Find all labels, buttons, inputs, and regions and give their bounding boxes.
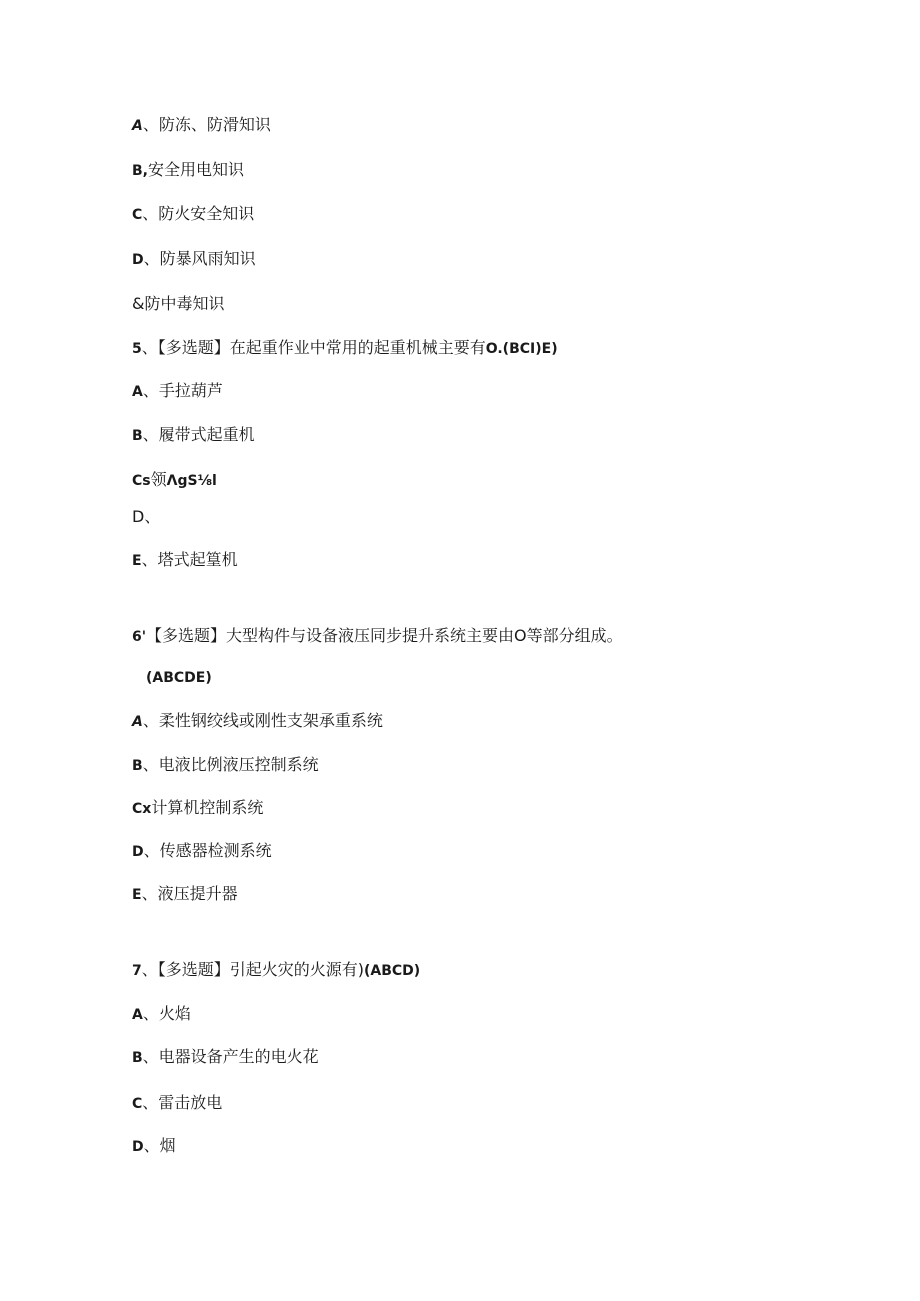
- option-label: E: [132, 887, 142, 903]
- option-text: 、传感器检测系统: [143, 841, 272, 860]
- option-label: E: [132, 553, 142, 569]
- option-b-line: [132, 1047, 319, 1068]
- option-d-line: [132, 249, 256, 270]
- option-label: B,: [132, 163, 148, 179]
- question-6: [132, 626, 623, 647]
- option-label: &: [132, 294, 145, 313]
- option-label: C: [132, 207, 143, 223]
- option-d-line: [132, 841, 272, 862]
- garbled-text: ΛgS⅛l: [166, 473, 217, 489]
- option-label: D: [132, 252, 144, 268]
- option-text: 、雷击放电: [142, 1093, 223, 1112]
- option-e-line: [132, 550, 238, 571]
- option-text: 、烟: [143, 1136, 176, 1155]
- question-answer: (ABCD): [364, 963, 421, 979]
- option-text: 、电器设备产生的电火花: [142, 1047, 319, 1066]
- option-c-line: [132, 204, 254, 225]
- option-text: 、液压提升器: [141, 884, 238, 903]
- option-text: 、柔性钢绞线或刚性支架承重系统: [142, 711, 383, 730]
- option-a-line: [132, 381, 223, 402]
- question-answer: O.(BCI)E): [485, 341, 558, 357]
- question-number: 5: [132, 341, 142, 357]
- question-text: 【多选题】大型构件与设备液压同步提升系统主要由O等部分组成。: [146, 626, 623, 645]
- option-d-line: [132, 507, 160, 527]
- option-a-line: [132, 115, 271, 136]
- option-label: Cx: [132, 801, 152, 817]
- question-6-answer: [146, 667, 212, 688]
- option-text: 、火焰: [142, 1004, 191, 1023]
- option-c-line: [132, 1093, 222, 1114]
- option-label: Cs: [132, 473, 151, 489]
- question-text: 、【多选题】在起重作业中常用的起重机械主要有: [141, 338, 486, 357]
- option-a-line: [132, 711, 383, 732]
- option-c-line: [132, 798, 263, 819]
- option-b-line: [132, 755, 319, 776]
- option-text: 、手拉葫芦: [142, 381, 223, 400]
- option-text: 、塔式起篁机: [141, 550, 238, 569]
- option-b-line: [132, 425, 255, 446]
- option-label: B: [132, 758, 143, 774]
- option-text: 、防暴风雨知识: [143, 249, 256, 268]
- option-text: 防中毒知识: [144, 294, 225, 313]
- option-text: 领: [150, 470, 167, 489]
- option-label: B: [132, 428, 143, 444]
- option-label: D: [132, 507, 145, 526]
- option-a-line: [132, 1004, 191, 1025]
- option-text: 、履带式起重机: [142, 425, 255, 444]
- question-answer: (ABCDE): [146, 670, 212, 686]
- option-text: 、: [144, 507, 161, 526]
- question-number: 7: [132, 963, 142, 979]
- option-label: A: [132, 118, 143, 134]
- option-label: A: [132, 1007, 143, 1023]
- question-number: 6': [132, 629, 147, 645]
- option-d-line: [132, 1136, 176, 1157]
- question-7: [132, 960, 420, 981]
- option-text: 、电液比例液压控制系统: [142, 755, 319, 774]
- option-e-line: [132, 294, 225, 314]
- option-e-line: [132, 884, 238, 905]
- question-5: [132, 338, 558, 359]
- option-label: D: [132, 844, 144, 860]
- option-text: 计算机控制系统: [151, 798, 264, 817]
- option-label: B: [132, 1050, 143, 1066]
- option-label: A: [132, 714, 143, 730]
- option-label: C: [132, 1096, 143, 1112]
- option-text: 、防冻、防滑知识: [142, 115, 271, 134]
- option-c-line: [132, 470, 217, 491]
- question-text: 、【多选题】引起火灾的火源有): [141, 960, 364, 979]
- option-label: A: [132, 384, 143, 400]
- option-label: D: [132, 1139, 144, 1155]
- option-b-line: [132, 160, 244, 181]
- option-text: 、防火安全知识: [142, 204, 255, 223]
- option-text: 安全用电知识: [148, 160, 245, 179]
